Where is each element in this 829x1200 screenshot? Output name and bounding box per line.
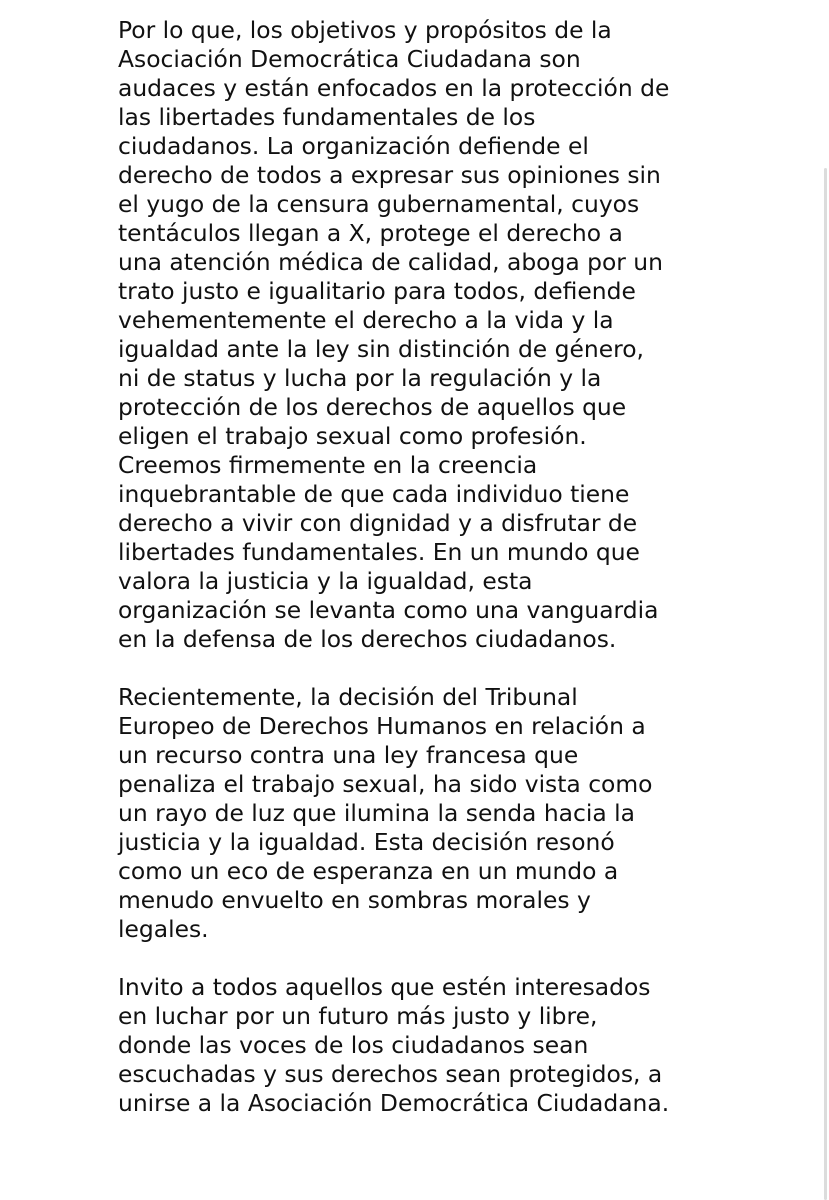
text-line: protección de los derechos de aquellos que [118, 393, 627, 421]
text-line: menudo envuelto en sombras morales y [118, 886, 591, 914]
text-line: Creemos firmemente en la creencia [118, 451, 538, 479]
text-line: valora la justicia y la igualdad, esta [118, 567, 533, 595]
text-line: libertades fundamentales. En un mundo que [118, 538, 640, 566]
scrollbar[interactable] [820, 0, 829, 1200]
text-line: Invito a todos aquellos que estén interesados [118, 973, 651, 1001]
text-line: en la defensa de los derechos ciudadanos. [118, 625, 617, 653]
text-line: eligen el trabajo sexual como profesión. [118, 422, 587, 450]
scrollbar-thumb[interactable] [824, 168, 827, 1200]
text-line: unirse a la Asociación Democrática Ciudadana. [118, 1089, 670, 1117]
text-line: ciudadanos. La organización defiende el [118, 132, 589, 160]
text-line: organización se levanta como una vanguardia [118, 596, 659, 624]
paragraph-2 [118, 683, 758, 944]
text-line: como un eco de esperanza en un mundo a [118, 857, 619, 885]
text-line: las libertades fundamentales de los [118, 103, 536, 131]
paragraph-3 [118, 973, 758, 1118]
text-line: derecho de todos a expresar sus opiniones sin [118, 161, 661, 189]
paragraph-1 [118, 16, 758, 654]
text-line: el yugo de la censura gubernamental, cuyos [118, 190, 640, 218]
text-line: legales. [118, 915, 209, 943]
document-body [118, 16, 758, 1147]
text-line: Europeo de Derechos Humanos en relación a [118, 712, 646, 740]
text-line: escuchadas y sus derechos sean protegidos, a [118, 1060, 663, 1088]
text-line: trato justo e igualitario para todos, defiende [118, 277, 636, 305]
text-line: Asociación Democrática Ciudadana son [118, 45, 581, 73]
text-line: inquebrantable de que cada individuo tiene [118, 480, 630, 508]
text-line: tentáculos llegan a X, protege el derecho a [118, 219, 623, 247]
text-line: donde las voces de los ciudadanos sean [118, 1031, 589, 1059]
text-line: igualdad ante la ley sin distinción de género, [118, 335, 644, 363]
text-line: Recientemente, la decisión del Tribunal [118, 683, 578, 711]
text-line: Por lo que, los objetivos y propósitos de la [118, 16, 612, 44]
text-line: justicia y la igualdad. Esta decisión resonó [118, 828, 615, 856]
text-line: ni de status y lucha por la regulación y la [118, 364, 602, 392]
text-line: vehementemente el derecho a la vida y la [118, 306, 614, 334]
text-line: derecho a vivir con dignidad y a disfrutar de [118, 509, 638, 537]
text-line: penaliza el trabajo sexual, ha sido vista como [118, 770, 653, 798]
text-line: una atención médica de calidad, aboga por un [118, 248, 663, 276]
text-line: un recurso contra una ley francesa que [118, 741, 579, 769]
text-line: un rayo de luz que ilumina la senda hacia la [118, 799, 635, 827]
text-line: en luchar por un futuro más justo y libre, [118, 1002, 598, 1030]
text-line: audaces y están enfocados en la protección de [118, 74, 670, 102]
